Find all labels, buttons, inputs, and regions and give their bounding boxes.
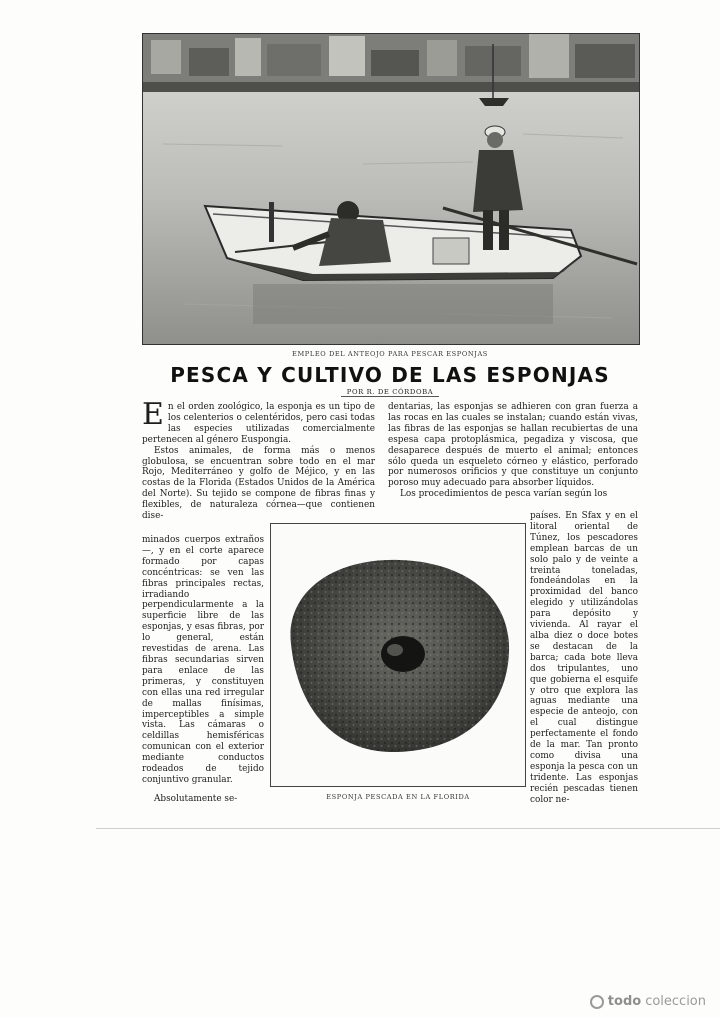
- dropcap-letter: E: [142, 397, 164, 432]
- paragraph-sedentary: dentarias, las esponjas se adhieren con gran fuerza a las rocas en las cuales se instalan; cuando están vivas, las fibras de las esponjas se hallan recubiertas de una espesa capa protoplásmica, pegadiza y viscosa, que desaparece después de muerto el animal; entonces sólo queda un esqueleto córneo y elástico, perforado por numerosos orificios y que constituye un conjunto poroso muy adecuado para absorber líquidos.: [388, 402, 638, 489]
- watermark-rest: coleccion: [645, 994, 706, 1009]
- paragraph-procedures: Los procedimientos de pesca varían según los: [400, 489, 608, 500]
- paragraph-animals: Estos animales, de forma más o menos globulosa, se encuentran sobre todo en el mar Rojo, Mediterráneo y golfo de Méjico, y en las costas de la Florida (Estados Unidos de la América del Norte). Su tejido se compone de fibras finas y flexibles, de naturaleza córnea—que contienen dise-: [142, 445, 375, 522]
- photo-caption-sponge: ESPONJA PESCADA EN LA FLORIDA: [326, 793, 470, 801]
- sponge-photo: [270, 523, 526, 787]
- left-narrow-column: [142, 535, 264, 805]
- watermark-bold: todo: [607, 994, 642, 1009]
- watermark-logo-icon: [590, 995, 604, 1009]
- paragraph-intro-text: n el orden zoológico, la esponja es un tipo de los celenterios o celentéridos, pero casi todas las especies utilizadas comercialmente pertenecen al género Euspongia.: [142, 402, 375, 445]
- article-title: PESCA Y CULTIVO DE LAS ESPONJAS: [170, 363, 610, 387]
- paragraph-intro: [142, 397, 375, 446]
- watermark: [590, 994, 706, 1009]
- scan-edge-line: [96, 828, 720, 829]
- right-column: [388, 402, 638, 500]
- right-narrow-column: [530, 511, 638, 805]
- boat-photo: [142, 33, 640, 345]
- left-column: [142, 397, 375, 522]
- byline-text: POR R. DE CÓRDOBA: [341, 388, 439, 397]
- paragraph-tunez: países. En Sfax y en el litoral oriental de Túnez, los pescadores emplean barcas de un solo palo y de veinte a treinta toneladas, fondeándolas en la proximidad del banco elegido y utilizándolas para depósito y vivienda. Al rayar el alba diez o doce botes se destacan de la barca; cada bote lleva dos tripulantes, uno que gobierna el esquife y otro que explora las aguas mediante una especie de anteojo, con el cual distingue perfectamente el fondo de la mar. Tan pronto como divisa una esponja la pesca con un tridente. Las esponjas recién pescadas tienen color ne-: [530, 511, 638, 805]
- article-byline: [142, 388, 638, 396]
- paragraph-fibers: minados cuerpos extraños—, y en el corte aparece formado por capas concéntricas: se ven las fibras principales rectas, irradiando perpendicularmente a la superficie libre de las esponjas, y esas fibras, por lo general, están revestidas de arena. Las fibras secundarias sirven para enlace de las primeras, y constituyen con ellas una red irregular de mallas finísimas, imperceptibles a simple vista. Las cámaras o celdillas hemisféricas comunican con el exterior mediante conductos rodeados de tejido conjuntivo granular.: [142, 535, 264, 785]
- photo-caption-top: EMPLEO DEL ANTEOJO PARA PESCAR ESPONJAS: [292, 350, 488, 358]
- paragraph-continues: Absolutamente se-: [154, 793, 238, 804]
